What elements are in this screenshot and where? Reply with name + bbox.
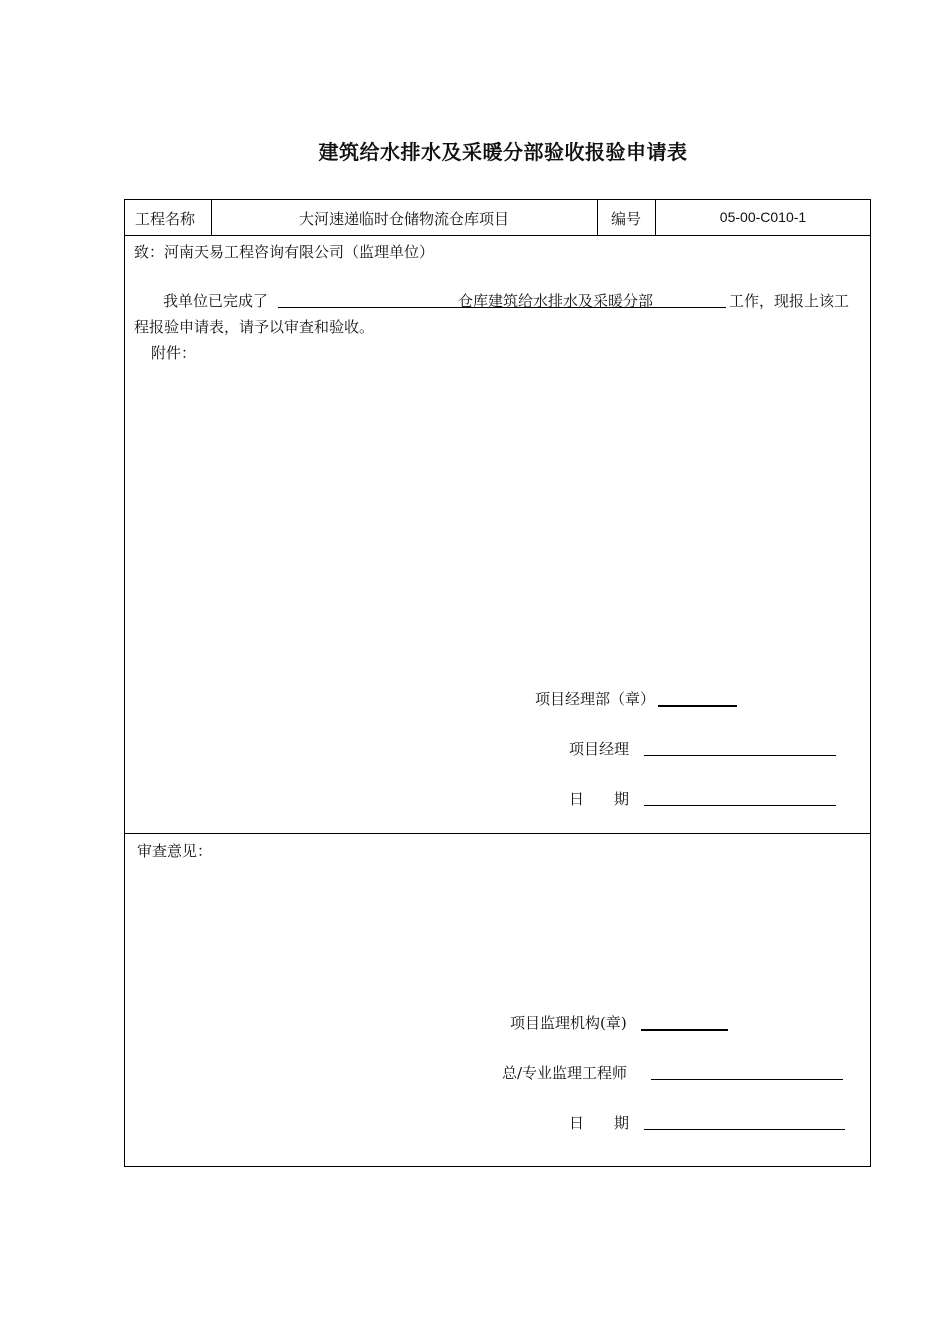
form-table	[124, 199, 871, 1167]
body-prefix: 我单位已完成了	[163, 292, 269, 310]
project-name-label: 工程名称	[135, 210, 196, 228]
dept-seal-line[interactable]	[658, 705, 737, 707]
review-date-line[interactable]	[644, 1129, 845, 1130]
number-label: 编号	[610, 210, 641, 228]
dept-seal-label: 项目经理部（章）	[535, 690, 656, 708]
engineer-signature-line[interactable]	[651, 1079, 843, 1080]
recipient-line: 致：河南天易工程咨询有限公司（监理单位）	[134, 243, 435, 261]
section-divider-line	[124, 833, 871, 834]
agency-seal-label: 项目监理机构(章)	[510, 1014, 627, 1032]
completed-work-value: 仓库建筑给水排水及采暖分部	[458, 292, 654, 310]
body-suffix: 工作，现报上该工	[729, 292, 850, 310]
number-value: 05-00-C010-1	[719, 209, 807, 225]
body-line-2: 程报验申请表，请予以审查和验收。	[134, 318, 375, 336]
manager-label: 项目经理	[569, 740, 630, 758]
engineer-label: 总/专业监理工程师	[502, 1064, 628, 1082]
header-bottom-line	[124, 235, 871, 236]
application-date-line[interactable]	[644, 805, 836, 806]
attachment-label: 附件：	[151, 344, 197, 362]
review-opinion-label: 审查意见：	[137, 842, 213, 860]
manager-signature-line[interactable]	[644, 755, 836, 756]
review-date-label: 日 期	[569, 1114, 630, 1132]
form-title: 建筑给水排水及采暖分部验收报验申请表	[318, 140, 688, 164]
application-date-label: 日 期	[569, 790, 630, 808]
project-name-value: 大河速递临时仓储物流仓库项目	[298, 210, 509, 228]
agency-seal-line[interactable]	[641, 1029, 728, 1031]
